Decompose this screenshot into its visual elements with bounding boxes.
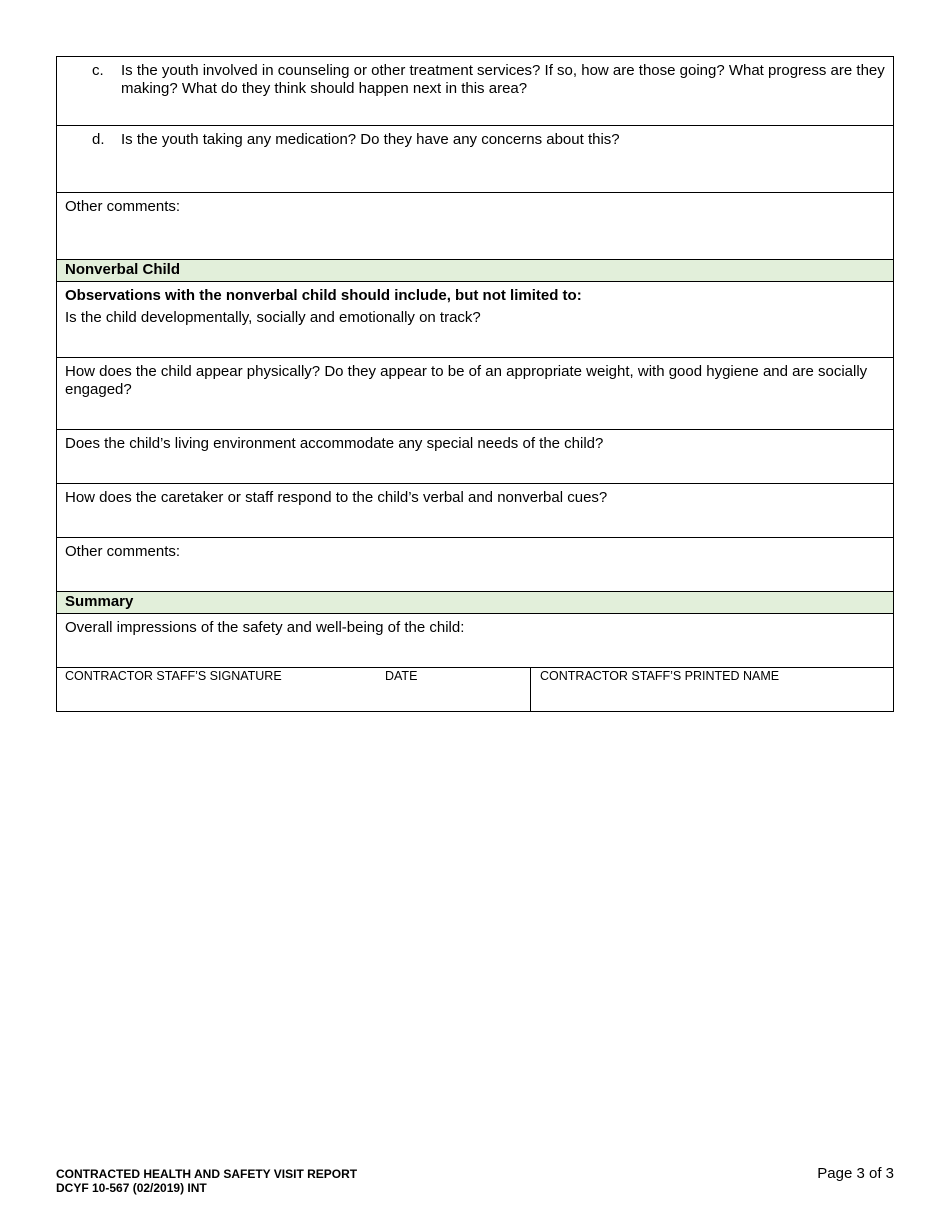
visit-report-form	[56, 56, 894, 712]
question-c-row[interactable]	[57, 57, 893, 125]
date-label: DATE	[385, 669, 418, 683]
nonverbal-child-heading: Nonverbal Child	[57, 259, 893, 281]
developmental-question: Is the child developmentally, socially and emotionally on track?	[65, 309, 481, 326]
signature-field[interactable]	[57, 668, 531, 711]
question-c	[65, 62, 885, 98]
caretaker-response-question: How does the caretaker or staff respond to the child’s verbal and nonverbal cues?	[65, 489, 608, 506]
printed-name-field[interactable]	[531, 668, 893, 711]
question-d-letter: d.	[92, 131, 105, 148]
printed-name-label: CONTRACTOR STAFF’S PRINTED NAME	[540, 669, 780, 683]
page-number: Page 3 of 3	[817, 1165, 894, 1182]
other-comments-row-2[interactable]	[57, 537, 893, 591]
summary-heading: Summary	[57, 591, 893, 613]
observations-intro: Observations with the nonverbal child should include, but not limited to:	[65, 287, 582, 304]
nonverbal-observations-row[interactable]	[57, 281, 893, 357]
other-comments-label-1: Other comments:	[65, 198, 181, 215]
report-title: CONTRACTED HEALTH AND SAFETY VISIT REPORT	[56, 1167, 358, 1181]
living-environment-question: Does the child’s living environment accommodate any special needs of the child?	[65, 435, 604, 452]
footer-form-info	[56, 1167, 357, 1195]
overall-impressions-row[interactable]	[57, 613, 893, 667]
caretaker-response-row[interactable]	[57, 483, 893, 537]
signature-row	[57, 667, 893, 711]
question-c-letter: c.	[92, 62, 104, 79]
overall-impressions-label: Overall impressions of the safety and well-being of the child:	[65, 619, 465, 636]
question-d-row[interactable]	[57, 125, 893, 192]
question-c-text: Is the youth involved in counseling or other treatment services? If so, how are those going? What progress are they making? What do they think should happen next in this area?	[121, 62, 885, 97]
other-comments-row-1[interactable]	[57, 192, 893, 259]
physical-appearance-question: How does the child appear physically? Do they appear to be of an appropriate weight, with good hygiene and are socially engaged?	[65, 363, 868, 398]
other-comments-label-2: Other comments:	[65, 543, 181, 560]
living-environment-row[interactable]	[57, 429, 893, 483]
signature-label: CONTRACTOR STAFF’S SIGNATURE	[65, 669, 282, 683]
question-d-text: Is the youth taking any medication? Do they have any concerns about this?	[121, 131, 620, 148]
question-d	[65, 131, 885, 149]
form-number: DCYF 10-567 (02/2019) INT	[56, 1181, 207, 1195]
physical-appearance-row[interactable]	[57, 357, 893, 429]
